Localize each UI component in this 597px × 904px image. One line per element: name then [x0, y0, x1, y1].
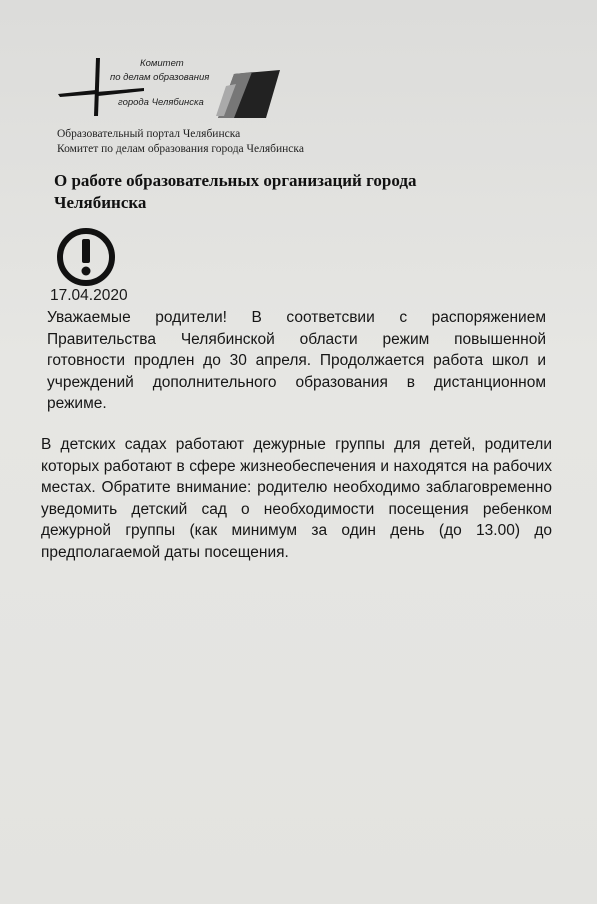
logo-text-line3: города Челябинска — [118, 97, 204, 108]
logo-text-line1: Комитет — [140, 58, 184, 69]
paragraph-kindergarten-groups: В детских садах работают дежурные группы для детей, родители которых работают в сфере жизнеобеспечения и находятся на рабочих местах. Обратите внимание: родителю необходимо заблаговременно уведомить детский сад о необходимости посещения ребенком дежурной группы (как минимум за один день (до 13.00) до предполагаемой даты посещения. — [41, 436, 552, 561]
committee-name: Комитет по делам образования города Челябинска — [57, 143, 304, 155]
document-date: 17.04.2020 — [50, 287, 128, 304]
logo-text-line2: по делам образования — [110, 72, 210, 83]
exclamation-circle-icon — [55, 226, 117, 288]
document-title: О работе образовательных организаций города Челябинска — [54, 171, 417, 212]
portal-name: Образовательный портал Челябинска — [57, 128, 241, 140]
paragraph-regime-extension: Уважаемые родители! В соответсвии с распоряжением Правительства Челябинской области режим повышенной готовности продлен до 30 апреля. Продолжается работа школ и учреждений дополнительного образования в дистанционном режиме. — [47, 309, 546, 412]
